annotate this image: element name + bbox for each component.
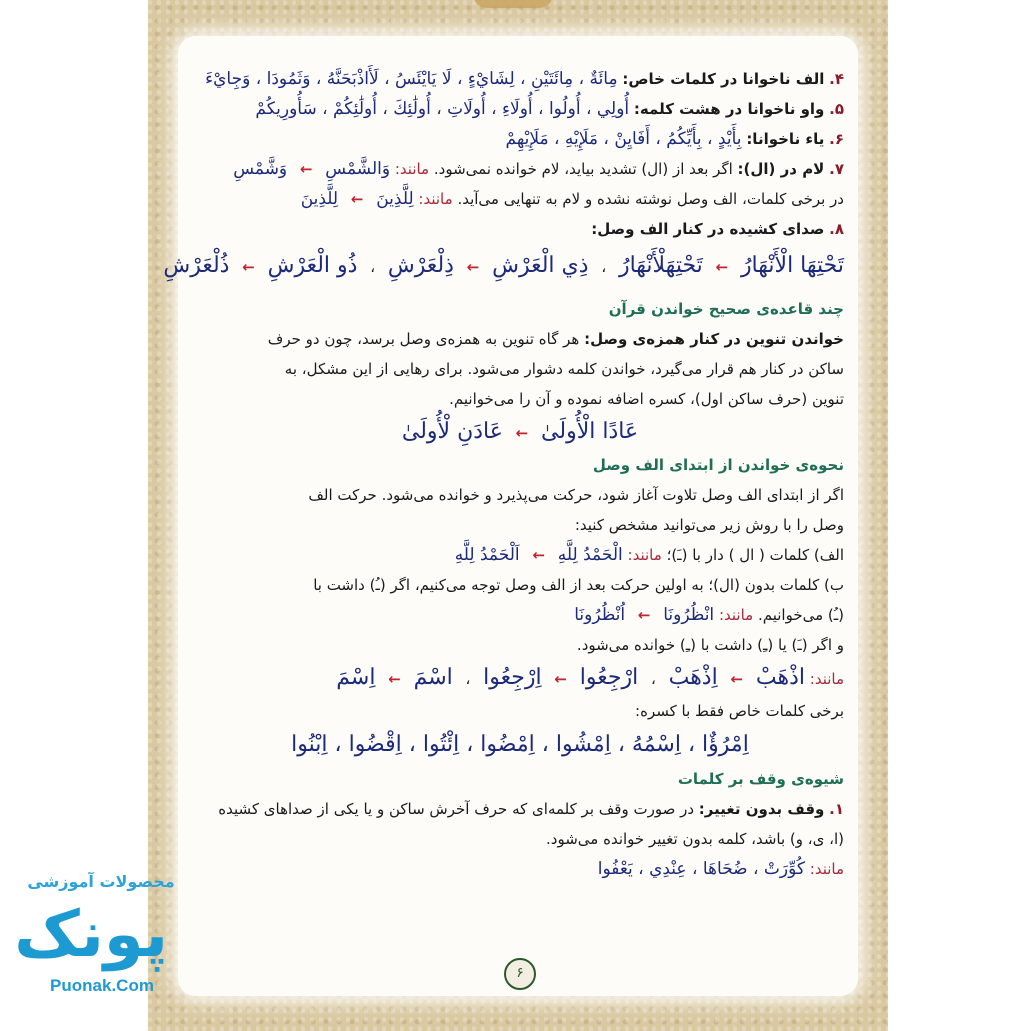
section1-line1 bbox=[196, 324, 844, 354]
rule-number: ۴. bbox=[829, 70, 844, 88]
section2-b: ب) کلمات بدون (ال)؛ به اولین حرکت بعد از الف وصل توجه می‌کنیم، اگر (ـُ) داشت با bbox=[313, 576, 844, 594]
example-from: ذِي الْعَرْشِ bbox=[492, 253, 589, 278]
section2-c-examples: مانند: اذْهَبْ ← اِذْهَبْ ، ارْجِعُوا ← اِرْجِعُوا ، اسْمَ ← اِسْمَ bbox=[336, 665, 844, 690]
example-to: اِسْمَ bbox=[336, 665, 376, 690]
example-word: مانند: bbox=[809, 860, 844, 878]
example-from: انْظُرُونَا bbox=[663, 605, 715, 625]
rule-examples: بِأَيْدٍ ، بِأَيِّكُمُ ، أَفَايِنْ ، مَلَإِيْهِ ، مَلَإِيْهِمْ bbox=[505, 129, 742, 149]
section3-line1 bbox=[196, 794, 844, 824]
arrow-icon: ← bbox=[242, 258, 255, 276]
example-word: مانند: bbox=[718, 606, 754, 624]
subheading: وقف بدون تغییر: bbox=[698, 800, 825, 818]
section2-d-examples bbox=[196, 726, 844, 764]
rule-8-examples: تَحْتِهَا الْأَنْهَارُ ← تَحْتِهَلْأَنْهَارُ ، ذِي الْعَرْشِ ← ذِلْعَرْشِ ، ذُو الْعَرْشِ ← ذُلْعَرْشِ bbox=[163, 253, 844, 278]
example-to: عَادَنِ لْأُولَىٰ bbox=[401, 419, 503, 444]
example-to: ذُلْعَرْشِ bbox=[163, 253, 230, 278]
example-from: ذُو الْعَرْشِ bbox=[267, 253, 358, 278]
arrow-icon: ← bbox=[515, 424, 529, 442]
example-to: اُنْظُرُونَا bbox=[574, 605, 626, 625]
section-heading: نحوه‌ی خواندن از ابتدای الف وصل bbox=[592, 456, 844, 474]
logo-brand-text: محصولات آموزشی bbox=[27, 872, 175, 891]
arrow-icon: ← bbox=[715, 258, 729, 276]
arrow-icon: ← bbox=[554, 670, 567, 688]
example-from: تَحْتِهَا الْأَنْهَارُ bbox=[740, 253, 844, 278]
rule-4 bbox=[196, 64, 844, 94]
section2-d: برخی کلمات خاص فقط با کسره: bbox=[635, 702, 844, 720]
paragraph-text: الف) کلمات ( ال ) دار با (ـَ)؛ bbox=[666, 546, 844, 564]
page-text bbox=[163, 64, 844, 884]
section3-line2: (ا، ی، و) باشد، کلمه بدون تغییر خوانده می‌شود. bbox=[546, 830, 844, 848]
rule-label: الف ناخوانا در کلمات خاص: bbox=[622, 70, 825, 88]
example-from: اسْمَ bbox=[413, 665, 453, 690]
example-to: اَلْحَمْدُ لِلَّهِ bbox=[454, 545, 520, 565]
arrow-icon: ← bbox=[466, 258, 480, 276]
example-to: وَشَّمْسِ bbox=[233, 159, 288, 179]
section2-b2 bbox=[196, 600, 844, 630]
arrow-icon: ← bbox=[532, 546, 546, 564]
rule-number: ۵. bbox=[829, 100, 844, 118]
rule-8 bbox=[196, 214, 844, 244]
special-words: كُوِّرَتْ ، ضُحَاهَا ، عِنْدِي ، يَعْفُوا bbox=[597, 859, 805, 879]
rule-7 bbox=[196, 154, 844, 184]
rule-number: ۶. bbox=[829, 130, 844, 148]
example-to: اِرْجِعُوا bbox=[483, 665, 542, 690]
section2-line2: وصل را با روش زیر می‌توانید مشخص کنید: bbox=[574, 516, 844, 534]
example-word: مانند: bbox=[418, 190, 453, 208]
example-from: ارْجِعُوا bbox=[579, 665, 639, 690]
example-to: تَحْتِهَلْأَنْهَارُ bbox=[618, 253, 703, 278]
rule-label: واو ناخوانا در هشت کلمه: bbox=[633, 100, 825, 118]
rule-label: لام در (ال): bbox=[737, 160, 825, 178]
example-from: لِلَّذِينَ bbox=[376, 189, 414, 209]
section2-c: و اگر (ـَ) یا (ـِ) داشت با (ـِ) خوانده می‌شود. bbox=[576, 636, 844, 654]
section-heading: چند قاعده‌ی صحیح خواندن قرآن bbox=[608, 300, 844, 318]
rule-examples: أُولِي ، أُولُوا ، أُولَاءِ ، أُولَاتِ ، أُولَٰئِكَ ، أُولَٰئِكُمْ ، سَأُورِيكُمْ bbox=[255, 99, 630, 119]
rule-text: در برخی کلمات، الف وصل نوشته نشده و لام به تنهایی می‌آید. bbox=[457, 190, 844, 208]
section2-line1: اگر از ابتدای الف وصل تلاوت آغاز شود، حرکت می‌پذیرد و خوانده می‌شود. حرکت الف bbox=[308, 486, 844, 504]
rule-text: اگر بعد از (ال) تشدید بیاید، لام خوانده نمی‌شود. bbox=[433, 160, 733, 178]
page-top-ornament bbox=[473, 0, 553, 8]
section2-a bbox=[196, 540, 844, 570]
arrow-icon: ← bbox=[350, 190, 364, 208]
paragraph-text: در صورت وقف بر کلمه‌ای که حرف آخرش ساکن و یا یکی از صداهای کشیده bbox=[218, 800, 695, 818]
example-from: اذْهَبْ bbox=[755, 665, 805, 690]
section1-line3: تنوین (حرف ساکن اول)، کسره اضافه نموده و آن را می‌خوانیم. bbox=[449, 390, 844, 408]
example-from: عَادًا الْأُولَىٰ bbox=[541, 419, 639, 444]
example-word: مانند: bbox=[627, 546, 662, 564]
arrow-icon: ← bbox=[299, 160, 313, 178]
section3-examples bbox=[196, 854, 844, 884]
example-to: لِلَّذِينَ bbox=[300, 189, 339, 209]
arrow-icon: ← bbox=[388, 670, 401, 688]
rule-label: یاء ناخوانا: bbox=[746, 130, 825, 148]
special-words: اِمْرُؤٌا ، اِسْمُهُ ، اِمْشُوا ، اِمْضُوا ، اِئْتُوا ، اِقْضُوا ، اِبْنُوا bbox=[291, 732, 749, 757]
arrow-icon: ← bbox=[637, 606, 651, 624]
page-content-area bbox=[163, 36, 858, 996]
paragraph-text: (ـُ) می‌خوانیم. bbox=[757, 606, 844, 624]
example-from: الْحَمْدُ لِلَّهِ bbox=[557, 545, 623, 565]
logo-mark: پونک bbox=[14, 898, 168, 972]
book-page bbox=[148, 0, 888, 1031]
rule-6 bbox=[196, 124, 844, 154]
rule-examples: مِائَةٌ ، مِائَتَيْنِ ، لِشَايْءٍ ، لَا يَايْئَسُ ، لَأَاذْبَحَنَّهُ ، وَثَمُودَا ، وَجِايْءَ bbox=[205, 69, 618, 89]
example-to: ذِلْعَرْشِ bbox=[387, 253, 454, 278]
subheading: خواندن تنوین در کنار همزه‌ی وصل: bbox=[584, 330, 844, 348]
example-from: وَالشَّمْسِ bbox=[325, 159, 391, 179]
example-to: اِذْهَبْ bbox=[668, 665, 718, 690]
page-number: ۶ bbox=[504, 958, 536, 990]
example-word: مانند: bbox=[394, 160, 430, 178]
section1-example bbox=[196, 414, 844, 450]
rule-label: صدای کشیده در کنار الف وصل: bbox=[591, 220, 825, 238]
arrow-icon: ← bbox=[730, 670, 744, 688]
rule-number: ۱. bbox=[829, 800, 844, 818]
section-heading: شیوه‌ی وقف بر کلمات bbox=[677, 770, 844, 788]
watermark-logo bbox=[14, 872, 188, 1022]
rule-number: ۷. bbox=[829, 160, 844, 178]
rule-5 bbox=[196, 94, 844, 124]
logo-url: Puonak.Com bbox=[50, 976, 154, 995]
paragraph-text: هر گاه تنوین به همزه‌ی وصل برسد، چون دو حرف bbox=[267, 330, 580, 348]
rule-number: ۸. bbox=[829, 220, 844, 238]
example-word: مانند: bbox=[809, 670, 844, 688]
rule-7-line2 bbox=[196, 184, 844, 214]
section1-line2: ساکن در کنار هم قرار می‌گیرد، خواندن کلمه دشوار می‌شود. برای رهایی از این مشکل، به bbox=[284, 360, 844, 378]
